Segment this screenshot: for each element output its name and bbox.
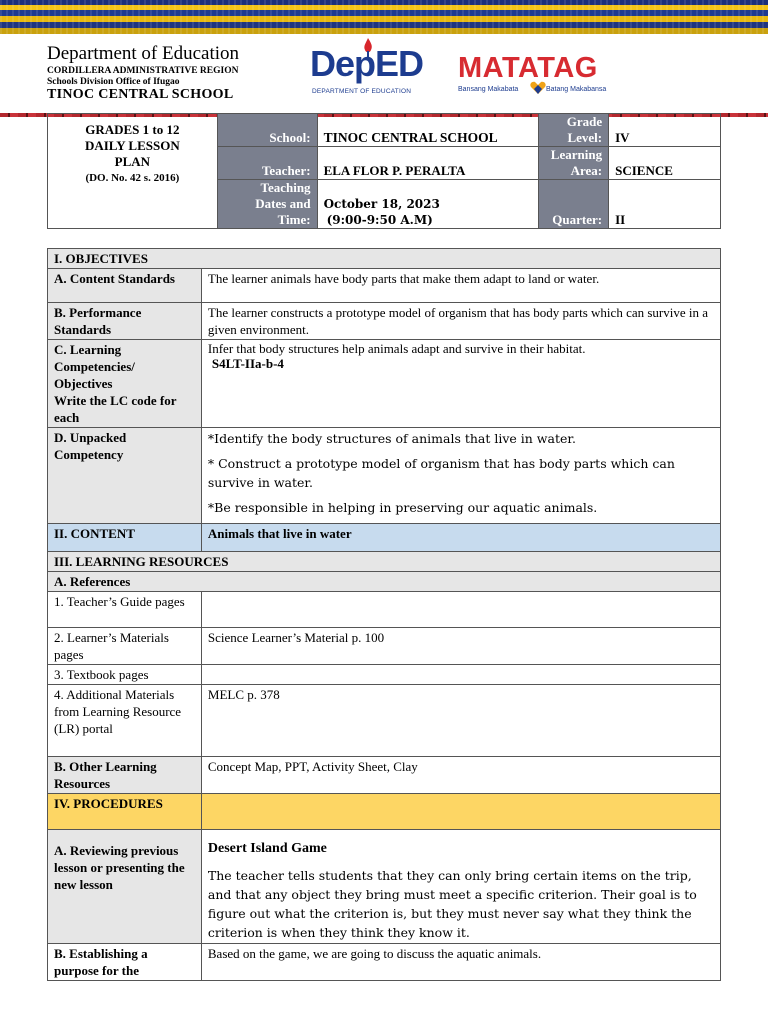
learning-competencies-label [48, 340, 202, 428]
unpacked-competency-value [201, 428, 720, 524]
table-row [48, 794, 721, 830]
division-office: Schools Division Office of Ifugao [47, 77, 180, 87]
lesson-info-table [47, 113, 721, 229]
school-label: School: [217, 114, 317, 147]
table-row [48, 269, 721, 303]
competency-text: Infer that body structures help animals adapt and survive in their habitat. [207, 341, 586, 356]
table-row [48, 428, 721, 524]
dlp-title [48, 114, 218, 229]
label-line: Level: [567, 130, 603, 145]
table-row [48, 757, 721, 794]
dlp-title-line: DAILY LESSON [84, 138, 180, 153]
other-resources-label: B. Other Learning Resources [48, 757, 202, 794]
label-line: Area: [570, 163, 603, 178]
quarter-label: Quarter: [539, 180, 609, 229]
learners-materials-label: 2. Learner’s Materials pages [48, 628, 202, 665]
matatag-tagline-right: Batang Makabansa [546, 86, 607, 93]
school-value: TINOC CENTRAL SCHOOL [317, 114, 539, 147]
grade-level-label [539, 114, 609, 147]
matatag-logo-text: MATATAG [458, 52, 598, 84]
label-line: Dates and [255, 196, 311, 211]
table-row [48, 685, 721, 757]
lesson-plan-table [47, 248, 721, 981]
matatag-logo [458, 52, 628, 102]
table-row [48, 303, 721, 340]
grade-level-value: IV [609, 114, 721, 147]
unpacked-competency-label: D. Unpacked Competency [48, 428, 202, 524]
content-value: Animals that live in water [201, 524, 720, 552]
game-title: Desert Island Game [207, 841, 327, 856]
additional-materials-label: 4. Additional Materials from Learning Resource (LR) portal [48, 685, 202, 757]
department-title: Department of Education [47, 43, 240, 64]
quarter-value: II [609, 180, 721, 229]
label-line: Learning [550, 147, 603, 162]
school-name-header: TINOC CENTRAL SCHOOL [47, 87, 234, 102]
top-decorative-stripe [0, 0, 768, 34]
table-row [48, 665, 721, 685]
table-row [48, 830, 721, 944]
textbook-pages-label: 3. Textbook pages [48, 665, 202, 685]
table-row [48, 628, 721, 665]
lc-code: S4LT-IIa-b-4 [211, 356, 284, 371]
game-description: The teacher tells students that they can only bring certain items on the trip, and that any object they bring must meet a specific criterion. Their goal is to figure out what the criterion is, but they must never say what they think the criterion is when they think they know it. [207, 868, 697, 940]
deped-logo [310, 40, 450, 100]
table-row [48, 592, 721, 628]
teaching-dates-value [317, 180, 539, 229]
heart-hands-icon [530, 81, 546, 95]
deped-logo-text: DepED [310, 43, 424, 84]
label-line: Write the LC code for each [54, 393, 177, 425]
table-row [48, 524, 721, 552]
procedures-heading: IV. PROCEDURES [48, 794, 202, 830]
unpacked-item: * Construct a prototype model of organism that has body parts which can survive in water. [207, 456, 675, 490]
label-line: C. Learning Competencies/ Objectives [54, 342, 135, 391]
unpacked-item: *Be responsible in helping in preserving our aquatic animals. [207, 500, 598, 515]
objectives-heading: I. OBJECTIVES [48, 249, 721, 269]
additional-materials-value: MELC p. 378 [201, 685, 720, 757]
teachers-guide-value [201, 592, 720, 628]
textbook-pages-value [201, 665, 720, 685]
table-row [48, 340, 721, 428]
references-heading: A. References [48, 572, 721, 592]
label-line: Grade [566, 114, 603, 129]
teachers-guide-label: 1. Teacher’s Guide pages [48, 592, 202, 628]
procedures-heading-blank [201, 794, 720, 830]
establishing-purpose-label: B. Establishing a purpose for the [48, 944, 202, 981]
other-resources-value: Concept Map, PPT, Activity Sheet, Clay [201, 757, 720, 794]
performance-standards-label: B. Performance Standards [48, 303, 202, 340]
unpacked-item: *Identify the body structures of animals that live in water. [207, 431, 576, 446]
performance-standards-value: The learner constructs a prototype model of organism that has body parts which can survive in a given environment. [201, 303, 720, 340]
teacher-value: ELA FLOR P. PERALTA [317, 147, 539, 180]
reviewing-value [201, 830, 720, 944]
learning-area-label [539, 147, 609, 180]
establishing-purpose-value: Based on the game, we are going to discuss the aquatic animals. [201, 944, 720, 981]
table-row [48, 944, 721, 981]
content-standards-label: A. Content Standards [48, 269, 202, 303]
teaching-time: (9:00-9:50 A.M) [326, 213, 433, 227]
teaching-dates-label [217, 180, 317, 229]
reviewing-label: A. Reviewing previous lesson or presenting the new lesson [48, 830, 202, 944]
dlp-title-line: PLAN [114, 154, 151, 169]
region-name: CORDILLERA ADMINISTRATIVE REGION [47, 66, 239, 76]
content-standards-value: The learner animals have body parts that make them adapt to land or water. [201, 269, 720, 303]
learners-materials-value: Science Learner’s Material p. 100 [201, 628, 720, 665]
deped-logo-subtitle: DEPARTMENT OF EDUCATION [312, 88, 412, 95]
learning-resources-heading: III. LEARNING RESOURCES [48, 552, 721, 572]
teacher-label: Teacher: [217, 147, 317, 180]
dlp-order-number: (DO. No. 42 s. 2016) [85, 172, 180, 184]
dlp-title-line: GRADES 1 to 12 [85, 122, 180, 137]
matatag-tagline-left: Bansang Makabata [458, 86, 519, 93]
content-heading: II. CONTENT [48, 524, 202, 552]
learning-competencies-value [201, 340, 720, 428]
label-line: Time: [277, 212, 311, 227]
label-line: Teaching [260, 180, 311, 195]
teaching-date: October 18, 2023 [323, 197, 440, 211]
learning-area-value: SCIENCE [609, 147, 721, 180]
